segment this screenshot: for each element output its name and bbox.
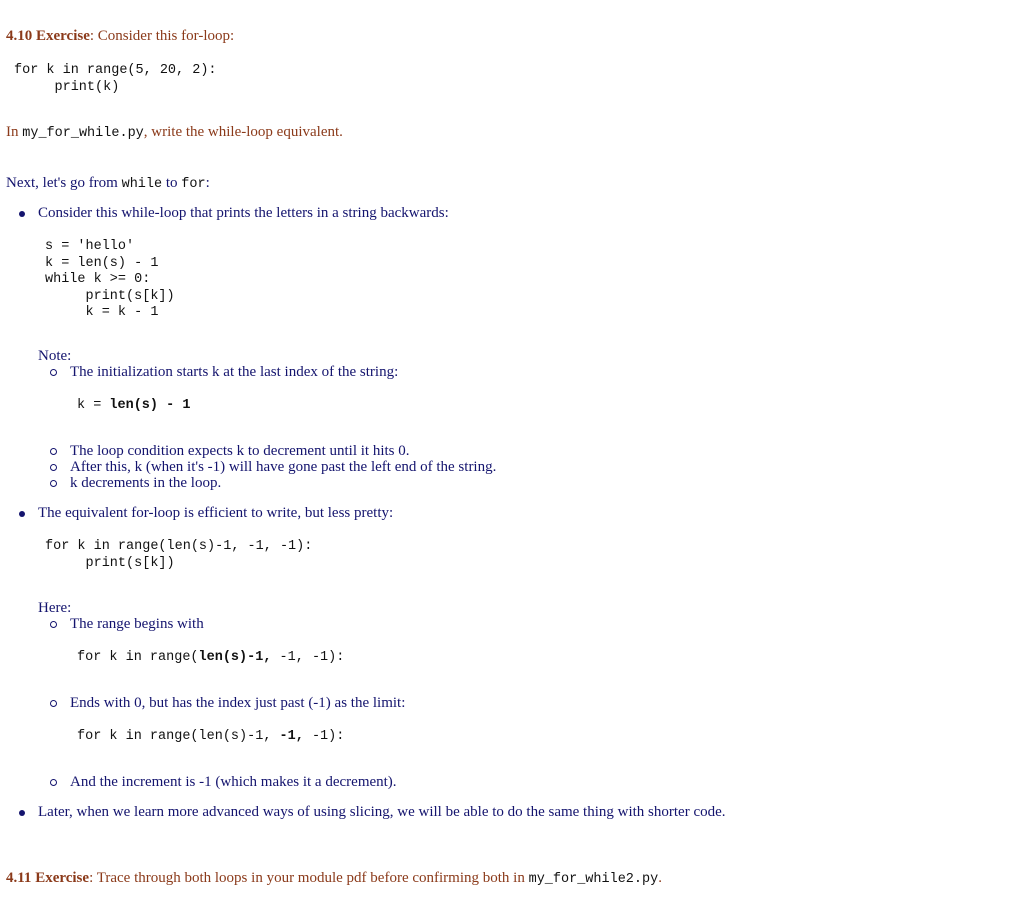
bullet-dot [19,211,25,217]
instruction-prefix: In [6,124,23,140]
instruction-rest: , write the while-loop equivalent. [143,124,343,140]
code-line: while k >= 0: [45,272,151,287]
note-item-decrement: k decrements in the loop. [70,475,222,491]
code-line: k = len(s) - 1 [45,255,159,271]
code-range-begin [77,650,344,667]
code-line: print(k) [14,79,120,95]
exercise-4-10-heading [6,28,234,45]
sub-bullet-circle [50,480,57,487]
here-item-ends: Ends with 0, but has the index just past (-1) as the limit: [70,695,406,711]
code-prefix: k = [77,398,110,413]
bullet2-text: The equivalent for-loop is efficient to write, but less pretty: [38,505,394,521]
code-pre: for k in range( [77,650,199,665]
filename: my_for_while.py [22,126,144,141]
code-line: for k in range(len(s)-1, -1, -1): [45,539,313,554]
here-item-increment: And the increment is -1 (which makes it a decrement). [70,774,397,790]
code-range-end [77,729,344,746]
sub-bullet-circle [50,464,57,471]
exercise-4-10-instruction [6,124,343,141]
exercise-label: Exercise [36,28,90,44]
code-line: k = k - 1 [45,305,159,320]
here-item-begins: The range begins with [70,616,204,632]
code-line: s = 'hello' [45,239,135,254]
sub-bullet-circle [50,700,57,707]
next-prefix: Next, let's go from [6,175,122,191]
note-item-initialization: The initialization starts k at the last index of the string: [70,364,399,380]
keyword-while: while [121,177,163,192]
here-label: Here: [38,600,72,616]
code-line: print(s[k]) [45,555,175,571]
next-paragraph [6,175,210,192]
exercise-number: 4.10 [6,28,33,44]
keyword-for: for [181,177,206,192]
code-pre: for k in range(len(s)-1, [77,729,280,744]
exercise-text: : Trace through both loops in your module pdf before confirming both in [89,870,529,886]
exercise-4-11-heading [6,870,662,887]
code-bold: -1, [279,729,304,744]
bullet1-text: Consider this while-loop that prints the letters in a string backwards: [38,205,449,221]
bullet-dot [19,511,25,517]
note-label: Note: [38,348,72,364]
exercise-end: . [658,870,662,886]
code-line: for k in range(5, 20, 2): [14,63,217,78]
sub-bullet-circle [50,779,57,786]
code-line: print(s[k]) [45,288,175,304]
exercise-text: : Consider this for-loop: [89,28,235,44]
bullet3-text: Later, when we learn more advanced ways of using slicing, we will be able to do the same thing with shorter code. [38,804,726,820]
code-bold: len(s) - 1 [109,398,191,413]
sub-bullet-circle [50,369,57,376]
code-init-line [77,398,190,415]
sub-bullet-circle [50,448,57,455]
exercise-label: Exercise [35,870,90,886]
filename: my_for_while2.py [528,872,659,887]
code-post: -1): [303,729,345,744]
bullet-dot [19,810,25,816]
code-block-while-loop [45,239,175,322]
sub-bullet-circle [50,621,57,628]
next-mid: to [162,175,182,191]
note-item-after: After this, k (when it's -1) will have gone past the left end of the string. [70,459,497,475]
code-bold: len(s)-1, [198,650,272,665]
code-block-for-loop [14,63,217,96]
note-item-condition: The loop condition expects k to decrement until it hits 0. [70,443,410,459]
next-suffix: : [205,175,210,191]
code-post: -1, -1): [271,650,345,665]
exercise-number: 4.11 [6,870,32,886]
code-block-for-range [45,539,312,572]
